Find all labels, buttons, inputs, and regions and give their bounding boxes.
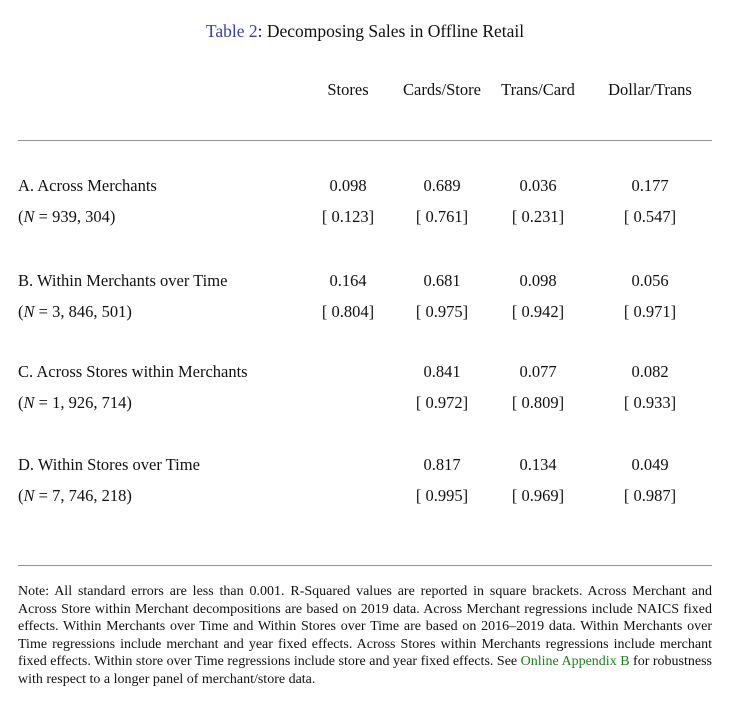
value-cell: 0.164 [329, 271, 367, 290]
value-cell: 0.689 [423, 176, 461, 195]
value-cell: 0.036 [519, 176, 557, 195]
note-text-before: Note: All standard errors are less than 0.001. R-Squared values are reported in square brackets. Across Merchant and Across Store within Merchant decompositions are based on 2019 data. Across Merchant regressions include NAICS fixed effects. Within Merchants over Time and Within Stores over Time are based on 2016–2019 data. Within Merchants over Time regressions include merchant and year fixed effects. Across Stores within Merchants regressions include merchant fixed effects. Within store over Time regressions include store and year fixed effects. See [18, 584, 712, 669]
table-header-row [18, 78, 712, 102]
value-cell: 0.098 [329, 176, 367, 195]
section-label: D. Within Stores over Time [18, 455, 200, 474]
table-top-rule [18, 140, 712, 141]
n-variable: N [23, 486, 35, 505]
r-squared-cell: [ 0.975] [415, 302, 469, 321]
table-row [18, 269, 712, 293]
note-text-after: for robustness with respect to a longer panel of merchant/store data. [18, 654, 712, 687]
value-cell: 0.177 [631, 176, 669, 195]
column-header-trans-per-card: Trans/Card [501, 80, 575, 99]
value-cell: 0.082 [631, 362, 669, 381]
sample-size-label [18, 300, 300, 324]
online-appendix-link[interactable]: Online Appendix B [520, 654, 630, 669]
sample-size-label [18, 391, 300, 415]
n-value: = 939, 304) [34, 207, 116, 226]
table-section-c [18, 360, 712, 415]
table-row [18, 205, 712, 229]
column-header-dollar-per-trans: Dollar/Trans [608, 80, 692, 99]
value-cell: 0.134 [519, 455, 557, 474]
n-open-paren: ( [18, 393, 24, 412]
column-header-cards-per-store: Cards/Store [403, 80, 481, 99]
section-label: C. Across Stores within Merchants [18, 362, 248, 381]
r-squared-cell: [ 0.547] [623, 207, 677, 226]
table-number-link[interactable]: Table 2 [205, 21, 258, 41]
n-variable: N [23, 207, 35, 226]
table-note [18, 583, 712, 688]
r-squared-cell: [ 0.804] [321, 302, 375, 321]
sample-size-label [18, 205, 300, 229]
table-bottom-rule [18, 565, 712, 566]
table-row [18, 453, 712, 477]
n-value: = 3, 846, 501) [34, 302, 132, 321]
table-section-a [18, 174, 712, 229]
sample-size-label [18, 484, 300, 508]
section-label: A. Across Merchants [18, 176, 157, 195]
n-open-paren: ( [18, 207, 24, 226]
r-squared-cell: [ 0.942] [511, 302, 565, 321]
value-cell: 0.056 [631, 271, 669, 290]
n-variable: N [23, 302, 35, 321]
r-squared-cell: [ 0.933] [623, 393, 677, 412]
table-section-b [18, 269, 712, 324]
value-cell: 0.841 [423, 362, 461, 381]
table-title [0, 0, 730, 42]
value-cell: 0.681 [423, 271, 461, 290]
n-variable: N [23, 393, 35, 412]
r-squared-cell: [ 0.995] [415, 486, 469, 505]
table-row [18, 174, 712, 198]
r-squared-cell: [ 0.761] [415, 207, 469, 226]
table-row [18, 300, 712, 324]
value-cell: 0.077 [519, 362, 557, 381]
n-open-paren: ( [18, 302, 24, 321]
table-row [18, 391, 712, 415]
r-squared-cell: [ 0.809] [511, 393, 565, 412]
r-squared-cell: [ 0.971] [623, 302, 677, 321]
value-cell: 0.098 [519, 271, 557, 290]
table-body [0, 78, 730, 566]
n-open-paren: ( [18, 486, 24, 505]
table-row [18, 360, 712, 384]
table-row [18, 484, 712, 508]
n-value: = 7, 746, 218) [34, 486, 132, 505]
table-section-d [18, 453, 712, 508]
value-cell: 0.049 [631, 455, 669, 474]
column-header-stores: Stores [327, 80, 369, 99]
r-squared-cell: [ 0.231] [511, 207, 565, 226]
section-label: B. Within Merchants over Time [18, 271, 228, 290]
table-title-text: : Decomposing Sales in Offline Retail [257, 21, 525, 41]
value-cell: 0.817 [423, 455, 461, 474]
r-squared-cell: [ 0.123] [321, 207, 375, 226]
n-value: = 1, 926, 714) [34, 393, 132, 412]
r-squared-cell: [ 0.969] [511, 486, 565, 505]
r-squared-cell: [ 0.987] [623, 486, 677, 505]
r-squared-cell: [ 0.972] [415, 393, 469, 412]
